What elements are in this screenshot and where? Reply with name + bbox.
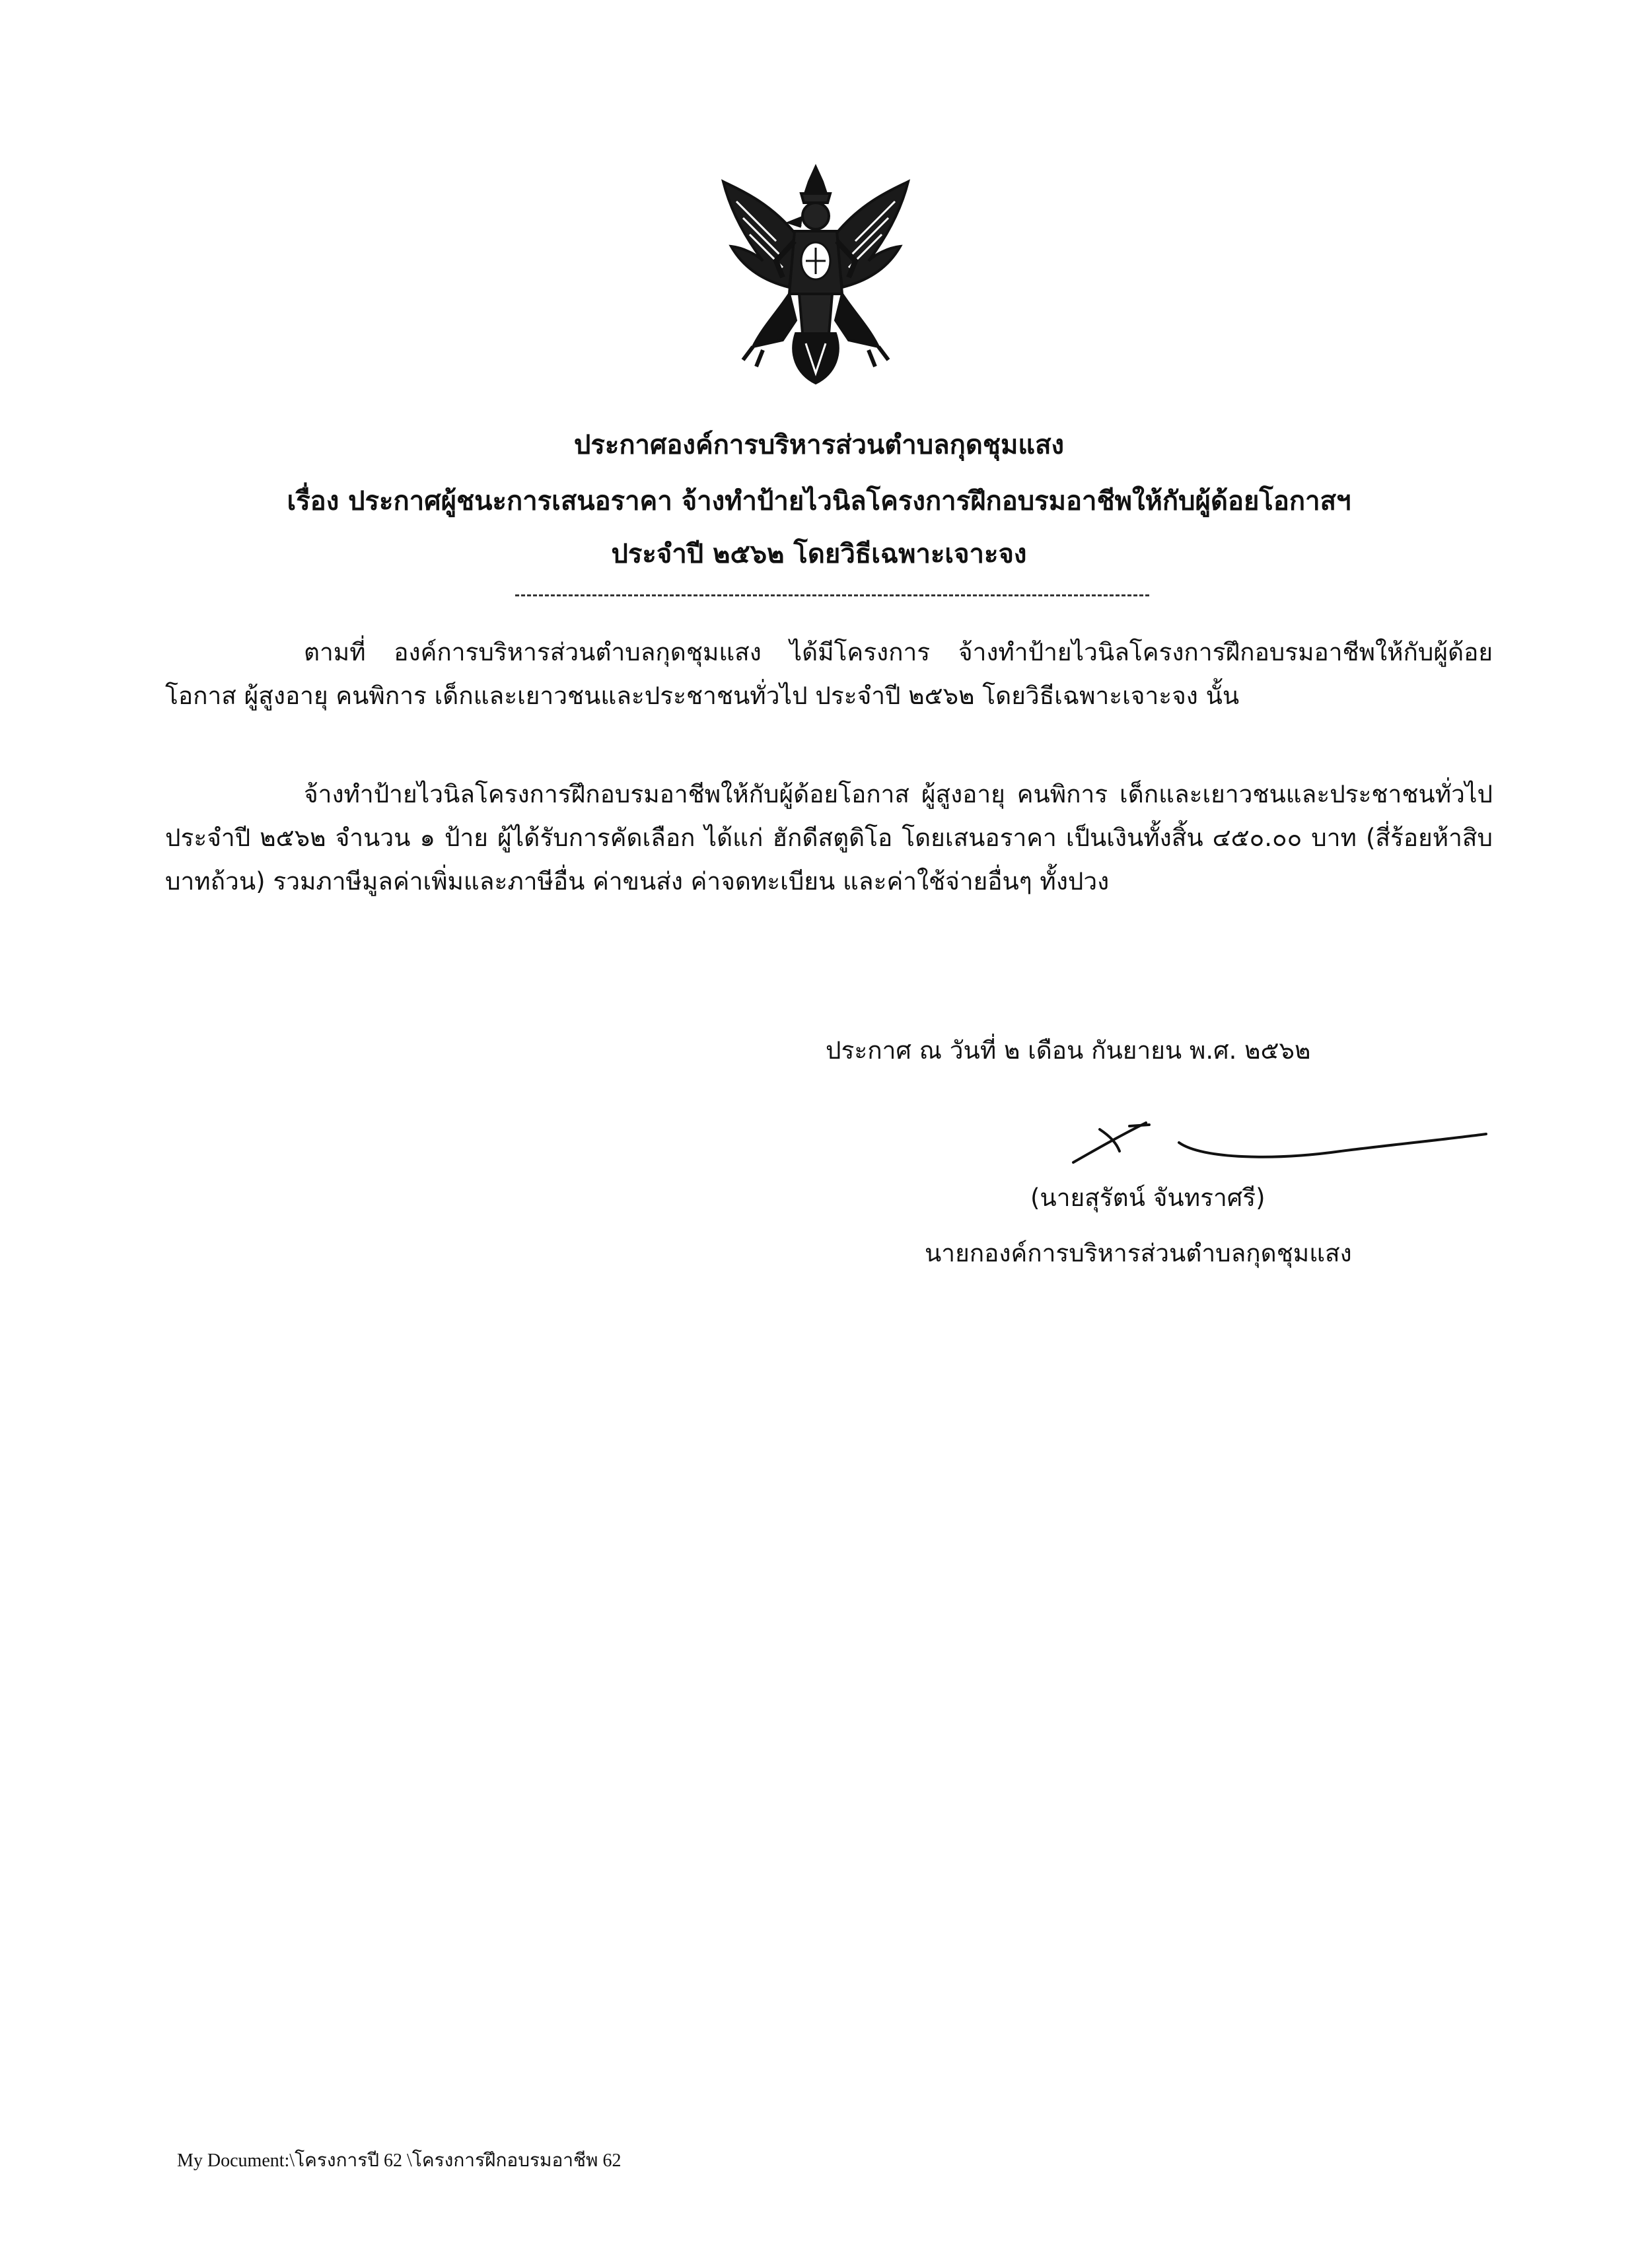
body-paragraph-2 xyxy=(165,773,1493,904)
paragraph-2-text: จ้างทำป้ายไวนิลโครงการฝึกอบรมอาชีพให้กับผู้ด้อยโอกาส ผู้สูงอายุ คนพิการ เด็กและเยาวชนและประชาชนทั่วไป ประจำปี ๒๕๖๒ จำนวน ๑ ป้าย ผู้ได้รับการคัดเลือก ได้แก่ ฮักดีสตูดิโอ โดยเสนอราคา เป็นเงินทั้งสิ้น ๔๕๐.๐๐ บาท (สี่ร้อยห้าสิบบาทถ้วน) รวมภาษีมูลค่าเพิ่มและภาษีอื่น ค่าขนส่ง ค่าจดทะเบียน และค่าใช้จ่ายอื่นๆ ทั้งปวง xyxy=(165,780,1493,896)
footer-file-path: My Document:\โครงการปี 62 \โครงการฝึกอบรมอาชีพ 62 xyxy=(177,2150,622,2171)
garuda-emblem-icon xyxy=(717,162,915,386)
paragraph-1-text: ตามที่ องค์การบริหารส่วนตำบลกุดชุมแสง ได้มีโครงการ จ้างทำป้ายไวนิลโครงการฝึกอบรมอาชีพให้กับผู้ด้อยโอกาส ผู้สูงอายุ คนพิการ เด็กและเยาวชนและประชาชนทั่วไป ประจำปี ๒๕๖๒ โดยวิธีเฉพาะเจาะจง นั้น xyxy=(165,638,1493,710)
signer-name: (นายสุรัตน์ จันทราศรี) xyxy=(1030,1184,1265,1212)
heading-divider xyxy=(515,594,1149,596)
subject-heading: เรื่อง ประกาศผู้ชนะการเสนอราคา จ้างทำป้ายไวนิลโครงการฝึกอบรมอาชีพให้กับผู้ด้อยโอกาสฯ xyxy=(287,486,1351,516)
subtitle-heading: ประจำปี ๒๕๖๒ โดยวิธีเฉพาะเจาะจง xyxy=(611,539,1027,569)
signer-title: นายกองค์การบริหารส่วนตำบลกุดชุมแสง xyxy=(925,1239,1352,1267)
announcement-date: ประกาศ ณ วันที่ ๒ เดือน กันยายน พ.ศ. ๒๕๖๒ xyxy=(826,1036,1311,1065)
issuer-heading: ประกาศองค์การบริหารส่วนตำบลกุดชุมแสง xyxy=(573,430,1065,460)
handwritten-signature xyxy=(1063,1106,1493,1179)
body-paragraph-1 xyxy=(165,631,1493,718)
